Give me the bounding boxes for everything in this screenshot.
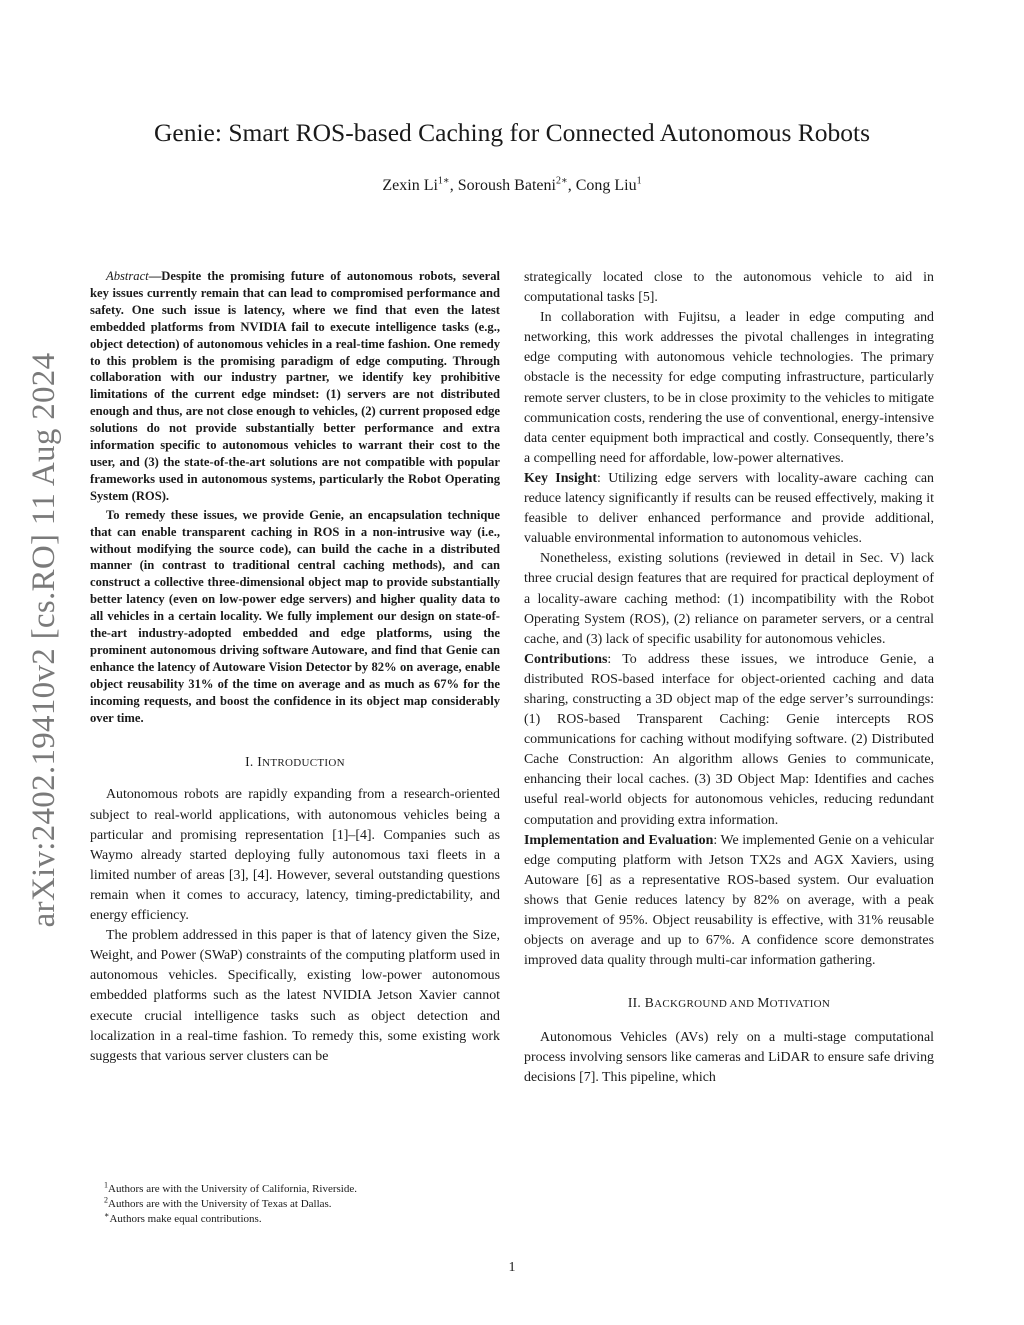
- page-number: 1: [508, 1260, 516, 1275]
- author-affiliation-mark: 2∗: [555, 175, 568, 187]
- right-column: [524, 268, 934, 1089]
- body-paragraph: Nonetheless, existing solutions (reviewed in detail in Sec. V) lack three crucial design features that are required for practical deployment of a locality-aware caching method: (1) incompatibility with the Robot Operating System (ROS), (2) reliance on parameter servers, or a central cache, and (3) lack of specific usability for autonomous vehicles.: [524, 551, 934, 647]
- body-paragraph: Autonomous robots are rapidly expanding from a research-oriented subject to real-world applications, with autonomous vehicles being a particular and promising representation [1]–[4]. Companies such as Waymo already started deploying fully autonomous taxi fleets in a limited number of areas [3], [4]. However, several outstanding questions remain when it comes to accuracy, latency, timing-predictability, and energy efficiency.: [90, 787, 500, 924]
- author-name: Zexin Li: [382, 177, 438, 194]
- abstract-label: Abstract: [106, 269, 149, 283]
- author-affiliation-mark: 1: [636, 175, 642, 187]
- paragraph-label: Key Insight: [524, 470, 597, 486]
- abstract-text: Despite the promising future of autonomous robots, several key issues currently remain that can lead to compromised performance and safety. One such issue is latency, where we find that even the latest embedded platforms from NVIDIA fail to execute intelligence tasks (e.g., object detection) of autonomous vehicles in a real-time fashion. One remedy to this problem is the promising paradigm of edge computing. Through collaboration with our industry partner, we identify key prohibitive limitations of the current edge mindset: (1) servers are not distributed enough and thus, are not close enough to vehicles, (2) current proposed edge solutions do not provide substantially better performance and extra information specific to autonomous vehicles to warrant their cost to the user, and (3) the state-of-the-art solutions are not compatible with popular frameworks used in autonomous systems, particularly the Robot Operating System (ROS).: [90, 269, 500, 503]
- footnotes: [104, 1182, 504, 1227]
- footnote: $^2$Authors are with the University of Texas at Dallas.: [104, 1195, 332, 1210]
- arxiv-identifier-stamp: arXiv:2402.19410v2 [cs.RO] 11 Aug 2024: [26, 352, 62, 928]
- paragraph-label: Contributions: [524, 651, 608, 667]
- author-list: Zexin $Li^{1∗}$, Soroush Bateni$^{2∗}$, Cong Liu$^1$: [382, 175, 642, 194]
- body-paragraph: strategically located close to the autonomous vehicle to aid in computational tasks [5].: [524, 270, 934, 306]
- body-paragraph: Autonomous Vehicles (AVs) rely on a multi-stage computational process involving sensors like cameras and LiDAR to ensure safe driving decisions [7]. This pipeline, which: [524, 1030, 934, 1086]
- paper-title: Genie: Smart ROS-based Caching for Connected Autonomous Robots: [153, 118, 871, 147]
- author-name: Soroush Bateni: [457, 177, 556, 194]
- paragraph-label: Implementation and Evaluation: [524, 832, 714, 848]
- author-affiliation-mark: 1∗: [437, 175, 450, 187]
- body-paragraph: The problem addressed in this paper is that of latency given the Size, Weight, and Power (SWaP) constraints of the computing platform used in autonomous vehicles. Specifically, existing low-power autonomous embedded platforms such as the latest NVIDIA Jetson Xavier cannot execute crucial intelligence tasks such as object detection and localization in a real-time fashion. To remedy this, some existing work suggests that various server clusters can be: [90, 928, 500, 1064]
- body-paragraph: Key Insight: Utilizing edge servers with locality-aware caching can reduce latency significantly if results can be reused effectively, making it feasible to deliver enhanced performance and provide additional, valuable environmental information to autonomous vehicles.: [524, 470, 934, 547]
- abstract-dash: —: [148, 269, 162, 283]
- footnote: $^1$Authors are with the University of California, Riverside.: [104, 1180, 357, 1195]
- abstract-paragraph: To remedy these issues, we provide Genie, an encapsulation technique that can enable transparent caching in ROS in a non-intrusive way (i.e., without modifying the source code), can build the cache in a distributed manner (in contrast to traditional central caching methods), and can construct a collective three-dimensional object map to provide substantially better latency (even on low-power edge servers) and higher quality data to all vehicles in a certain locality. We fully implement our design on state-of-the-art industry-adopted embedded and edge platforms, using the prominent autonomous driving software Autoware, and find that Genie can enhance the latency of Autoware Vision Detector by 82% on average, enable object reusability 31% of the time on average and as much as 67% for the incoming requests, and boost the confidence in its object map considerably over time.: [90, 507, 500, 725]
- author-name: Cong Liu: [575, 177, 637, 194]
- body-paragraph: Implementation and Evaluation: We implemented Genie on a vehicular edge computing platform with Jetson TX2s and AGX Xaviers, using Autoware [6] as a representative ROS-based system. Our evaluation shows that Genie reduces latency by 82% on average, with a peak improvement of 95%. Object reusability is effective, with 31% reusable objects on average and up to 67%. A confidence score demonstrates improved data quality through multi-car information gathering.: [524, 832, 934, 969]
- abstract-paragraph: [90, 268, 500, 505]
- left-column: [90, 268, 500, 1067]
- section-heading-background: II. BACKGROUND AND MOTIVATION: [627, 995, 831, 1011]
- body-paragraph: In collaboration with Fujitsu, a leader in edge computing and networking, this work addresses the pivotal challenges in integrating edge computing with autonomous vehicle technologies. The primary obstacle is the necessity for edge computing infrastructure, particularly remote server clusters, to be in close proximity to the vehicles to mitigate communication costs, rendering the use of conventional, energy-intensive data center equipment both impractical and costly. Consequently, there’s a compelling need for affordable, low-power alternatives.: [524, 310, 934, 466]
- section-heading-introduction: I. INTRODUCTION: [245, 754, 345, 770]
- body-paragraph: Contributions: To address these issues, we introduce Genie, a distributed ROS-based interface for object-oriented caching and data sharing, constructing a 3D object map of the edge server’s surroundings: (1) ROS-based Transparent Caching: Genie intercepts ROS communications for caching without modifying software. (2) Distributed Cache Construction: An algorithm allows Genies to communicate, enhancing their local caches. (3) 3D Object Map: Identifies and caches useful real-world objects for autonomous vehicles, reducing redundant computation and providing extra information.: [524, 651, 934, 828]
- footnote: ∗Authors make equal contributions.: [104, 1210, 262, 1225]
- abstract: [90, 268, 500, 726]
